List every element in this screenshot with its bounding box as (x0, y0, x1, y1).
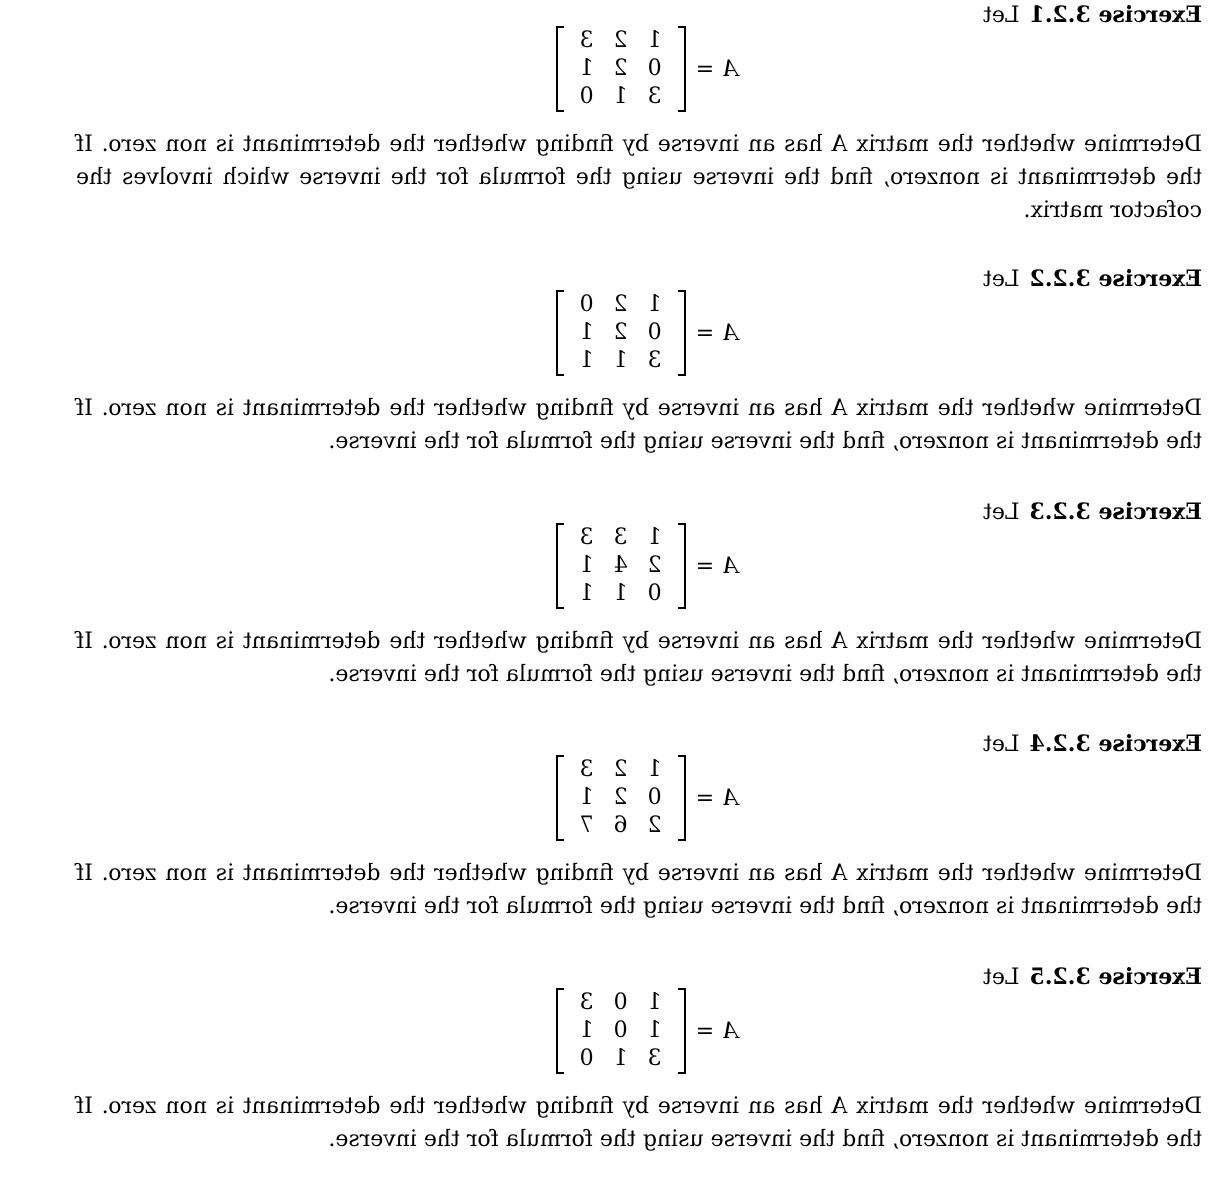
exercise-3-2-5 (0, 962, 1228, 1194)
matrix-cell: 1 (647, 524, 662, 550)
matrix-equation (556, 26, 738, 112)
exercise-heading (983, 731, 1202, 758)
matrix-cell: 0 (647, 55, 662, 81)
equals-sign: = (695, 785, 715, 811)
matrix-equation (556, 523, 738, 609)
matrix (556, 26, 686, 112)
matrix-cell: 2 (613, 784, 628, 810)
matrix-cell: 1 (613, 83, 628, 109)
matrix-variable: A (722, 1018, 738, 1044)
exercise-let: Let (983, 500, 1020, 525)
matrix-cell: 1 (579, 580, 594, 606)
matrix-cell: 0 (647, 784, 662, 810)
exercise-instructions: Determine whether the matrix A has an inverse by finding whether the determinant is non zero. If the determinant is nonzero, find the inverse using the formula for the inverse. (76, 396, 1202, 454)
matrix-cell: 1 (579, 319, 594, 345)
matrix-cell: 4 (613, 552, 628, 578)
exercise-heading (983, 964, 1202, 991)
matrix-cell: 1 (647, 27, 662, 53)
matrix-variable: A (722, 785, 738, 811)
matrix-cell: 1 (647, 291, 662, 317)
matrix-cell: 1 (579, 552, 594, 578)
matrix-equation (556, 290, 738, 376)
matrix-cell: 1 (613, 580, 628, 606)
matrix-cell: 1 (647, 989, 662, 1015)
exercise-heading (983, 2, 1202, 29)
matrix (556, 755, 686, 841)
exercise-instructions: Determine whether the matrix A has an inverse by finding whether the determinant is non zero. If the determinant is nonzero, find the inverse using the formula for the inverse which involves the cofactor matrix. (76, 132, 1202, 223)
matrix-cell: 2 (613, 55, 628, 81)
matrix-cell: 1 (647, 1017, 662, 1043)
matrix-cell: 0 (647, 580, 662, 606)
matrix-cell: 2 (613, 291, 628, 317)
matrix-cell: 3 (579, 27, 594, 53)
equals-sign: = (695, 1018, 715, 1044)
matrix-equation (556, 988, 738, 1074)
exercise-number: Exercise 3.2.2 (1029, 266, 1202, 292)
matrix-cell: 1 (579, 347, 594, 373)
exercise-let: Let (983, 732, 1020, 757)
exercise-3-2-4 (0, 729, 1228, 961)
matrix-cell: 0 (579, 83, 594, 109)
matrix (556, 290, 686, 376)
matrix-cell: 6 (613, 812, 628, 838)
exercise-let: Let (983, 3, 1020, 28)
exercise-number: Exercise 3.2.5 (1029, 964, 1202, 990)
exercise-instructions: Determine whether the matrix A has an inverse by finding whether the determinant is non zero. If the determinant is nonzero, find the inverse using the formula for the inverse. (76, 629, 1202, 687)
matrix-cell: 3 (613, 524, 628, 550)
matrix-cell: 7 (579, 812, 594, 838)
equals-sign: = (695, 320, 715, 346)
matrix-cell: 0 (579, 1045, 594, 1071)
matrix-cell: 3 (647, 1045, 662, 1071)
exercise-instructions: Determine whether the matrix A has an inverse by finding whether the determinant is non zero. If the determinant is nonzero, find the inverse using the formula for the inverse. (76, 1094, 1202, 1152)
exercise-number: Exercise 3.2.4 (1029, 731, 1202, 757)
exercise-instructions: Determine whether the matrix A has an inverse by finding whether the determinant is non zero. If the determinant is nonzero, find the inverse using the formula for the inverse. (76, 861, 1202, 919)
matrix-cell: 0 (579, 291, 594, 317)
matrix-cell: 0 (613, 1017, 628, 1043)
matrix-cell: 2 (647, 552, 662, 578)
matrix (556, 523, 686, 609)
matrix-cell: 1 (579, 784, 594, 810)
matrix-cell: 3 (579, 989, 594, 1015)
matrix-cell: 2 (613, 27, 628, 53)
matrix-variable: A (722, 320, 738, 346)
matrix-variable: A (722, 553, 738, 579)
matrix-cell: 3 (647, 83, 662, 109)
matrix-cell: 2 (647, 812, 662, 838)
exercise-number: Exercise 3.2.3 (1029, 499, 1202, 525)
matrix (556, 988, 686, 1074)
matrix-cell: 1 (613, 347, 628, 373)
exercise-3-2-2 (0, 264, 1228, 496)
exercise-let: Let (983, 965, 1020, 990)
matrix-cell: 1 (613, 1045, 628, 1071)
matrix-cell: 1 (647, 756, 662, 782)
matrix-cell: 2 (613, 319, 628, 345)
equals-sign: = (695, 553, 715, 579)
matrix-cell: 2 (613, 756, 628, 782)
matrix-cell: 3 (579, 756, 594, 782)
exercise-let: Let (983, 267, 1020, 292)
matrix-cell: 1 (579, 55, 594, 81)
exercise-3-2-3 (0, 497, 1228, 729)
matrix-cell: 1 (579, 1017, 594, 1043)
exercise-3-2-1 (0, 0, 1228, 232)
matrix-cell: 0 (647, 319, 662, 345)
matrix-variable: A (722, 56, 738, 82)
matrix-cell: 3 (579, 524, 594, 550)
exercise-number: Exercise 3.2.1 (1029, 2, 1202, 28)
exercise-heading (983, 499, 1202, 526)
equals-sign: = (695, 56, 715, 82)
matrix-cell: 0 (613, 989, 628, 1015)
exercise-heading (983, 266, 1202, 293)
matrix-cell: 3 (647, 347, 662, 373)
matrix-equation (556, 755, 738, 841)
